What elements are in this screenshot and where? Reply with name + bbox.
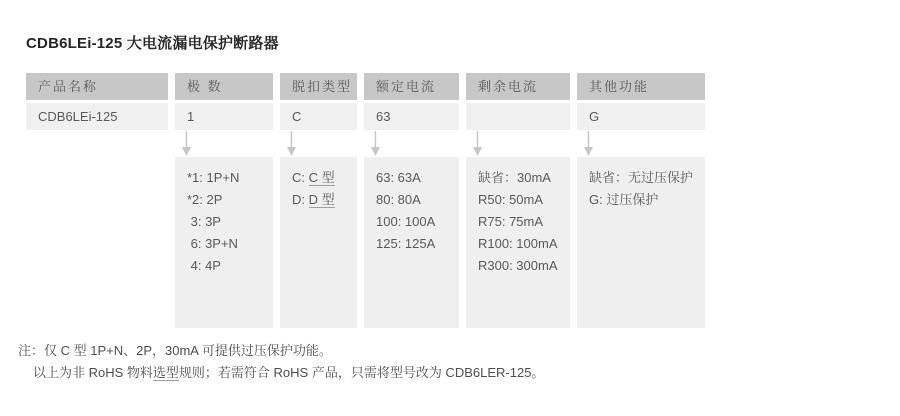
note-line-2: 以上为非 RoHS 物料选型规则；若需符合 RoHS 产品，只需将型号改为 CDB6LER-125。 xyxy=(33,365,545,380)
option-item: *1: 1P+N xyxy=(187,170,240,185)
option-item: R50: 50mA xyxy=(478,192,544,207)
value-cell-rated-current: 63 xyxy=(364,103,459,130)
value-cell-residual-current xyxy=(466,103,570,130)
options-box-residual-current xyxy=(466,157,570,328)
note-line-1: 注：仅 C 型 1P+N、2P，30mA 可提供过压保护功能。 xyxy=(18,343,332,358)
option-item: R300: 300mA xyxy=(478,258,558,273)
option-item: R100: 100mA xyxy=(478,236,558,251)
option-item: 125: 125A xyxy=(376,236,436,251)
option-item: 4: 4P xyxy=(187,258,221,273)
footnotes xyxy=(18,340,900,384)
selector-table xyxy=(26,73,705,328)
option-item: D: D 型 xyxy=(292,192,335,207)
value-cell-trip-type: C xyxy=(280,103,357,130)
arrow-zone xyxy=(280,130,357,157)
option-item: G: 过压保护 xyxy=(589,192,659,207)
column-product-name xyxy=(26,73,168,328)
option-item: 6: 3P+N xyxy=(187,236,238,251)
value-cell-product-name: CDB6LEi-125 xyxy=(26,103,168,130)
option-item: 缺省：30mA xyxy=(478,170,551,185)
column-other-functions xyxy=(577,73,705,328)
column-poles xyxy=(175,73,273,328)
down-arrow-icon xyxy=(181,131,192,157)
header-cell-trip-type: 脱扣类型 xyxy=(280,73,357,100)
header-cell-product-name: 产品名称 xyxy=(26,73,168,100)
value-cell-poles: 1 xyxy=(175,103,273,130)
option-item: 63: 63A xyxy=(376,170,421,185)
header-cell-other-functions: 其他功能 xyxy=(577,73,705,100)
options-box-other-functions xyxy=(577,157,705,328)
option-item: 100: 100A xyxy=(376,214,436,229)
options-box-trip-type xyxy=(280,157,357,328)
down-arrow-icon xyxy=(286,131,297,157)
options-box-poles xyxy=(175,157,273,328)
option-item: R75: 75mA xyxy=(478,214,544,229)
column-residual-current xyxy=(466,73,570,328)
value-cell-other-functions: G xyxy=(577,103,705,130)
option-item: *2: 2P xyxy=(187,192,223,207)
header-cell-residual-current: 剩余电流 xyxy=(466,73,570,100)
option-item: C: C 型 xyxy=(292,170,335,185)
product-selection-page xyxy=(0,36,900,416)
column-trip-type xyxy=(280,73,357,328)
options-box-rated-current xyxy=(364,157,459,328)
down-arrow-icon xyxy=(472,131,483,157)
arrow-zone xyxy=(577,130,705,157)
header-cell-rated-current: 额定电流 xyxy=(364,73,459,100)
option-item: 缺省：无过压保护 xyxy=(589,170,694,185)
arrow-zone xyxy=(466,130,570,157)
page-title: CDB6LEi-125 大电流漏电保护断路器 xyxy=(26,35,279,52)
option-item: 3: 3P xyxy=(187,214,221,229)
down-arrow-icon xyxy=(583,131,594,157)
arrow-zone xyxy=(175,130,273,157)
down-arrow-icon xyxy=(370,131,381,157)
option-item: 80: 80A xyxy=(376,192,421,207)
column-rated-current xyxy=(364,73,459,328)
arrow-zone xyxy=(364,130,459,157)
header-cell-poles: 极 数 xyxy=(175,73,273,100)
